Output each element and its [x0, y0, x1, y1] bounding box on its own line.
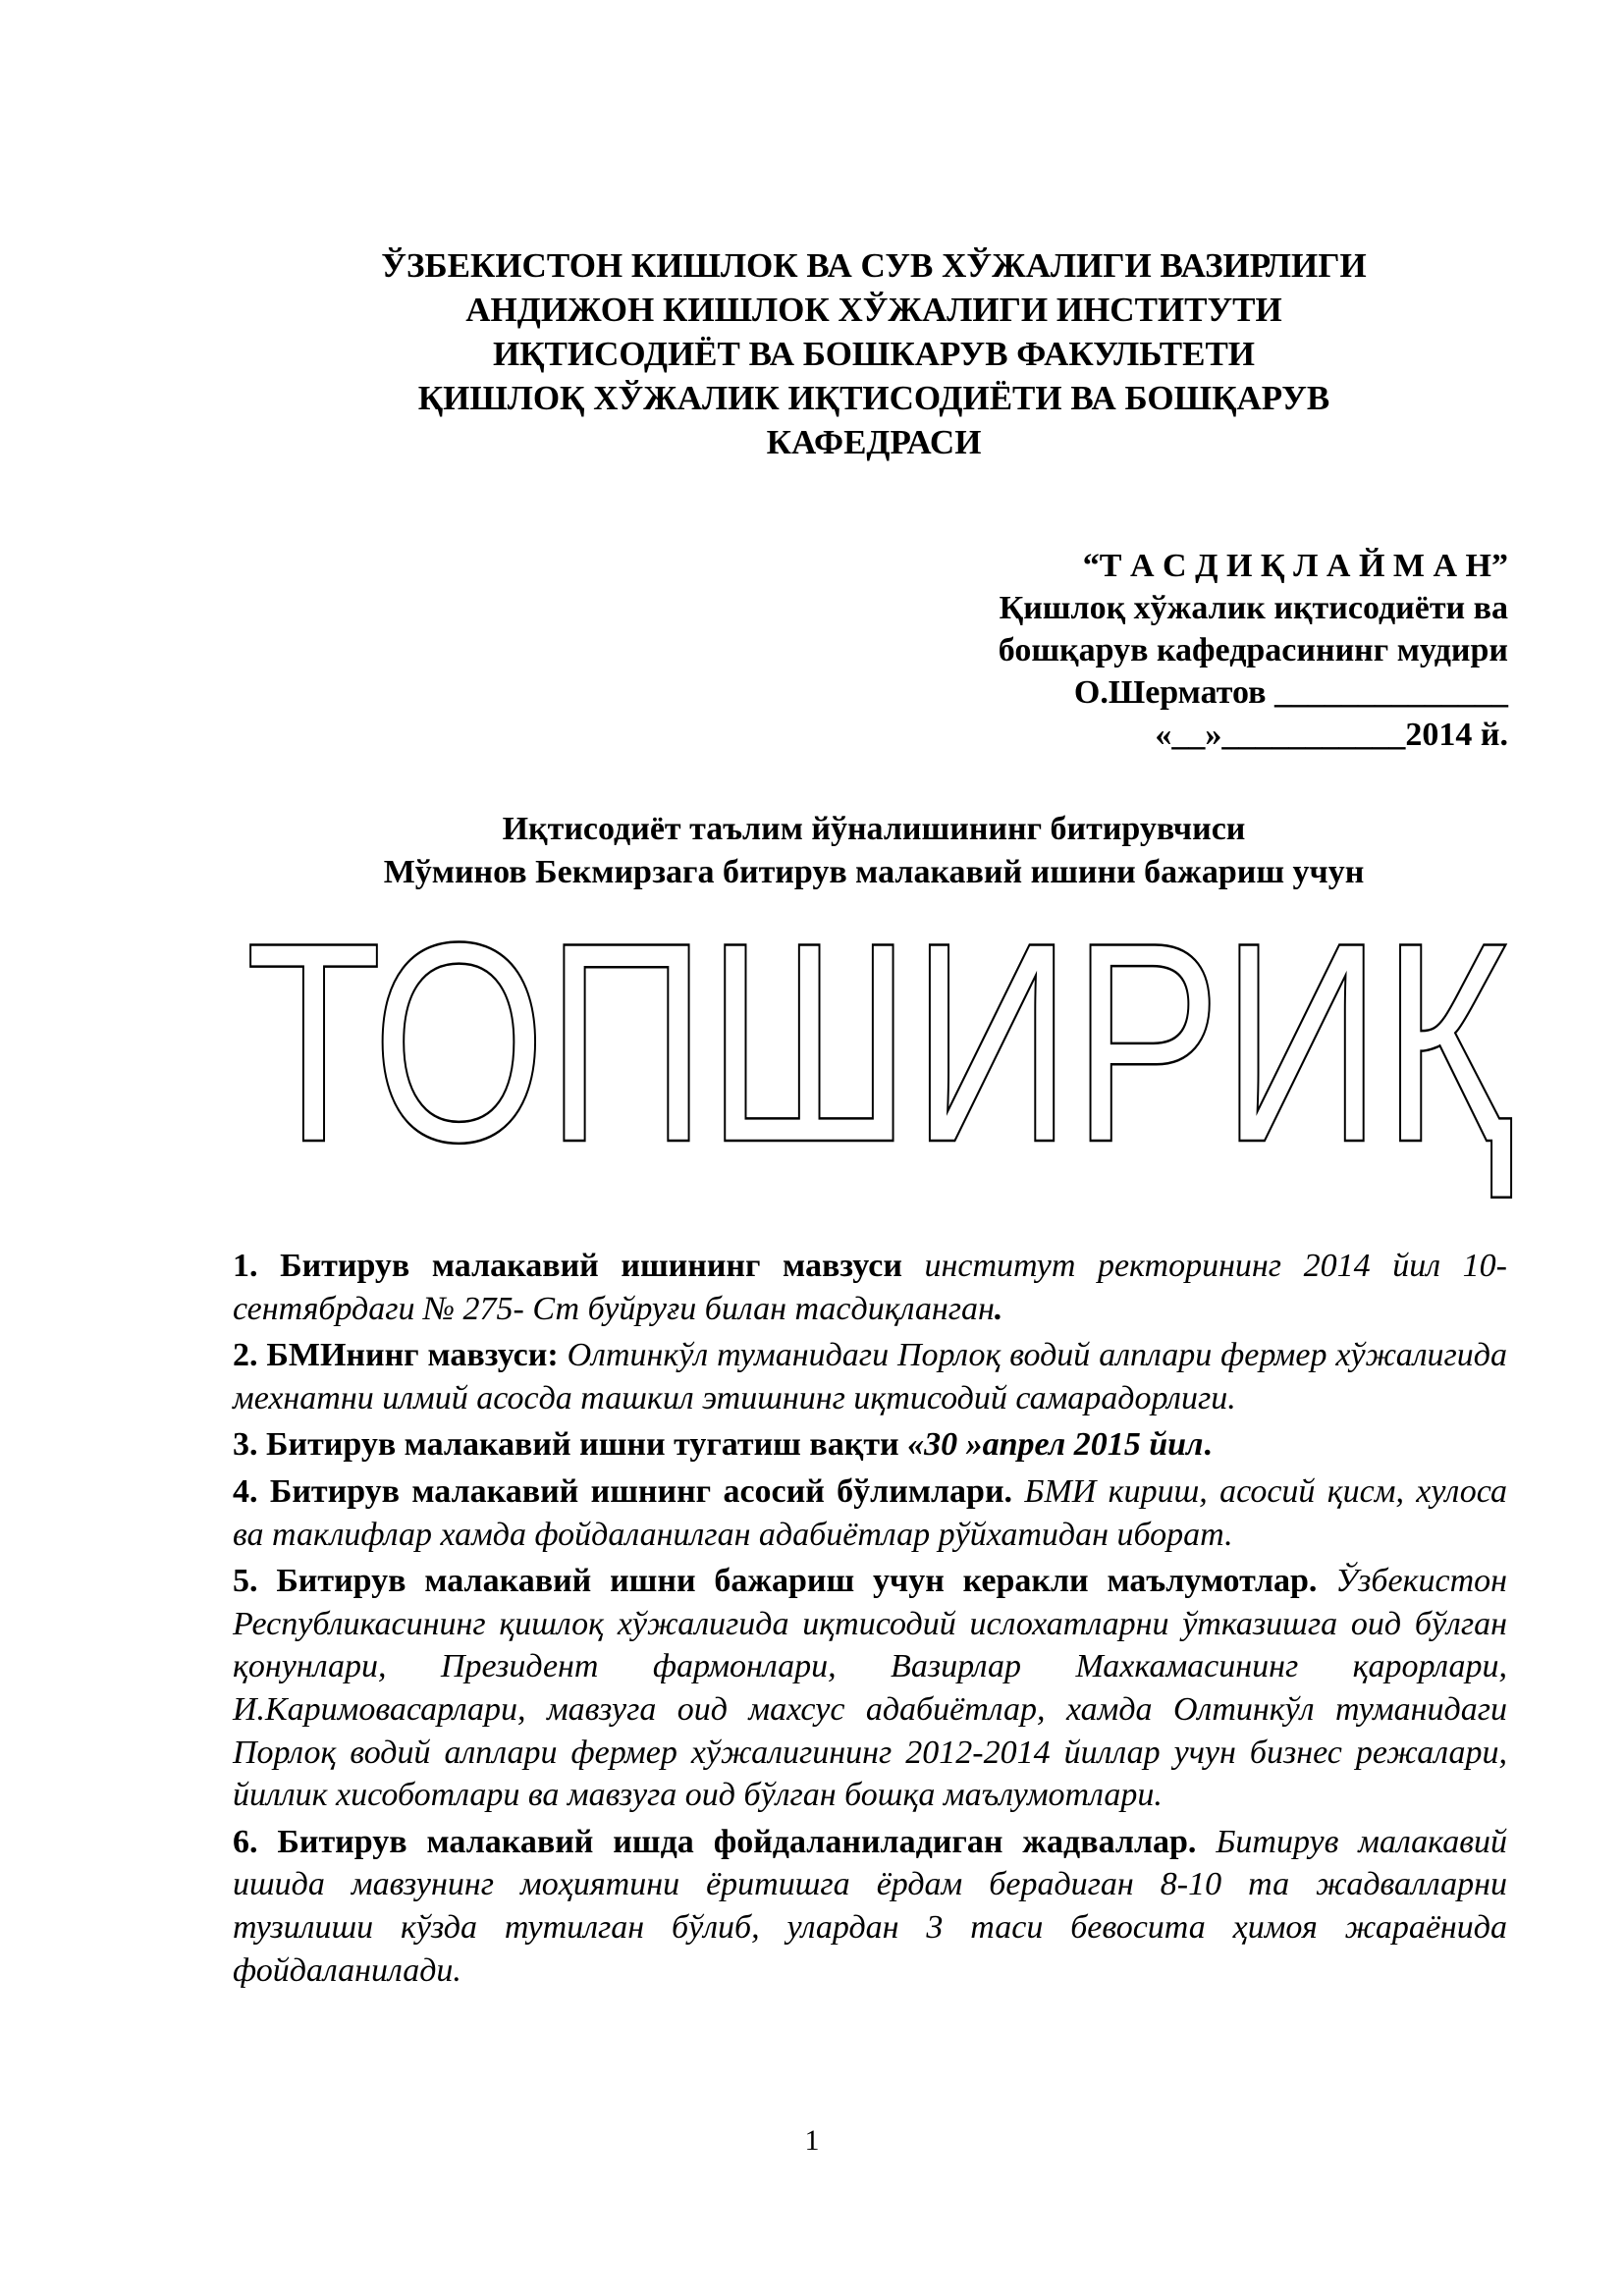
item-label: 4. Битирув малакавий ишнинг асосий бўлимлари.: [233, 1472, 1013, 1510]
task-item-4: [233, 1470, 1507, 1556]
approval-line: Қишлоқ хўжалик иқтисодиёти ва: [999, 590, 1508, 626]
header-line-faculty: ИҚТИСОДИЁТ ВА БОШКАРУВ ФАКУЛЬТЕТИ: [492, 335, 1256, 373]
page-number: 1: [804, 2124, 820, 2157]
task-item-6: [233, 1821, 1507, 1992]
approval-block: [723, 545, 1508, 756]
item-label: 1. Битирув малакавий ишининг мавзуси: [233, 1248, 902, 1284]
task-item-3: [233, 1423, 1507, 1467]
approval-title: “Т А С Д И Қ Л А Й М А Н”: [1082, 548, 1508, 584]
item-label: 2. БМИнинг мавзуси:: [233, 1337, 559, 1374]
task-title-text: ТОПШИРИҚ: [245, 923, 1515, 1201]
intro-block: [236, 808, 1512, 894]
header-line-institute: АНДИЖОН КИШЛОК ХЎЖАЛИГИ ИНСТИТУТИ: [465, 291, 1282, 329]
approval-date-line: «__»___________2014 й.: [1155, 717, 1508, 753]
task-item-1: [233, 1245, 1507, 1330]
approval-line: бошқарув кафедрасининг мудири: [998, 632, 1508, 668]
item-text: Олтинкўл туманидаги Порлоқ водий алплари фермер хўжалигида мехнатни илмий асосда ташкил этишнинг иқтисодий самарадорлиги.: [233, 1337, 1508, 1416]
item-label: 6. Битирув малакавий ишда фойдаланиладиган жадваллар.: [233, 1823, 1197, 1860]
item-label: 3. Битирув малакавий ишни тугатиш вақти: [233, 1426, 899, 1464]
item-tail: .: [994, 1290, 1003, 1327]
task-title-outline: [226, 923, 1532, 1217]
task-item-2: [233, 1334, 1507, 1419]
task-item-5: [233, 1560, 1507, 1817]
approval-signature-line: О.Шерматов ______________: [1073, 674, 1508, 711]
item-text: институт ректорининг 2014 йил 10-сентябрдаги № 275- Ст буйруғи билан тасдиқланган: [233, 1248, 1507, 1327]
intro-line: Мўминов Бекмирзага битирув малакавий ишини бажариш учун: [383, 854, 1365, 890]
task-items: [233, 1245, 1507, 1996]
header-line-ministry: ЎЗБЕКИСТОН КИШЛОК ВА СУВ ХЎЖАЛИГИ ВАЗИРЛИГИ: [381, 246, 1367, 285]
item-tail: .: [1203, 1426, 1212, 1464]
institution-header: [236, 243, 1512, 464]
task-title: [226, 923, 1532, 1217]
item-text: БМИ кириш, асосий қисм, хулоса ва таклифлар хамда фойдаланилган адабиётлар рўйхатидан иборат.: [233, 1472, 1507, 1553]
item-date: «30 »апрел 2015 йил: [898, 1426, 1204, 1464]
header-line-department-cont: КАФЕДРАСИ: [766, 423, 982, 461]
item-label: 5. Битирув малакавий ишни бажариш учун керакли маълумотлар.: [233, 1563, 1318, 1600]
intro-line: Иқтисодиёт таълим йўналишининг битирувчиси: [502, 811, 1246, 847]
header-line-department: ҚИШЛОҚ ХЎЖАЛИК ИҚТИСОДИЁТИ ВА БОШҚАРУВ: [417, 379, 1330, 417]
item-text: Ўзбекистон Республикасининг қишлоқ хўжалигида иқтисодий ислохатларни ўтказишга оид бўлган қонунлари, Президент фармонлари, Вазирлар Махкамасининг қарорлари, И.Каримовасарлари, мавзуга оид махсус адабиётлар, хамда Олтинкўл туманидаги Порлоқ водий алплари фермер хўжалигининг 2012-2014 йиллар учун бизнес режалари, йиллик хисоботлари ва мавзуга оид бўлган бошқа маълумотлари.: [233, 1563, 1508, 1814]
item-text: Битирув малакавий ишида мавзунинг моҳиятини ёритишга ёрдам берадиган 8-10 та жадвалларни тузилиши кўзда тутилган бўлиб, улардан 3 таси бевосита ҳимоя жараёнида фойдаланилади.: [233, 1823, 1508, 1989]
